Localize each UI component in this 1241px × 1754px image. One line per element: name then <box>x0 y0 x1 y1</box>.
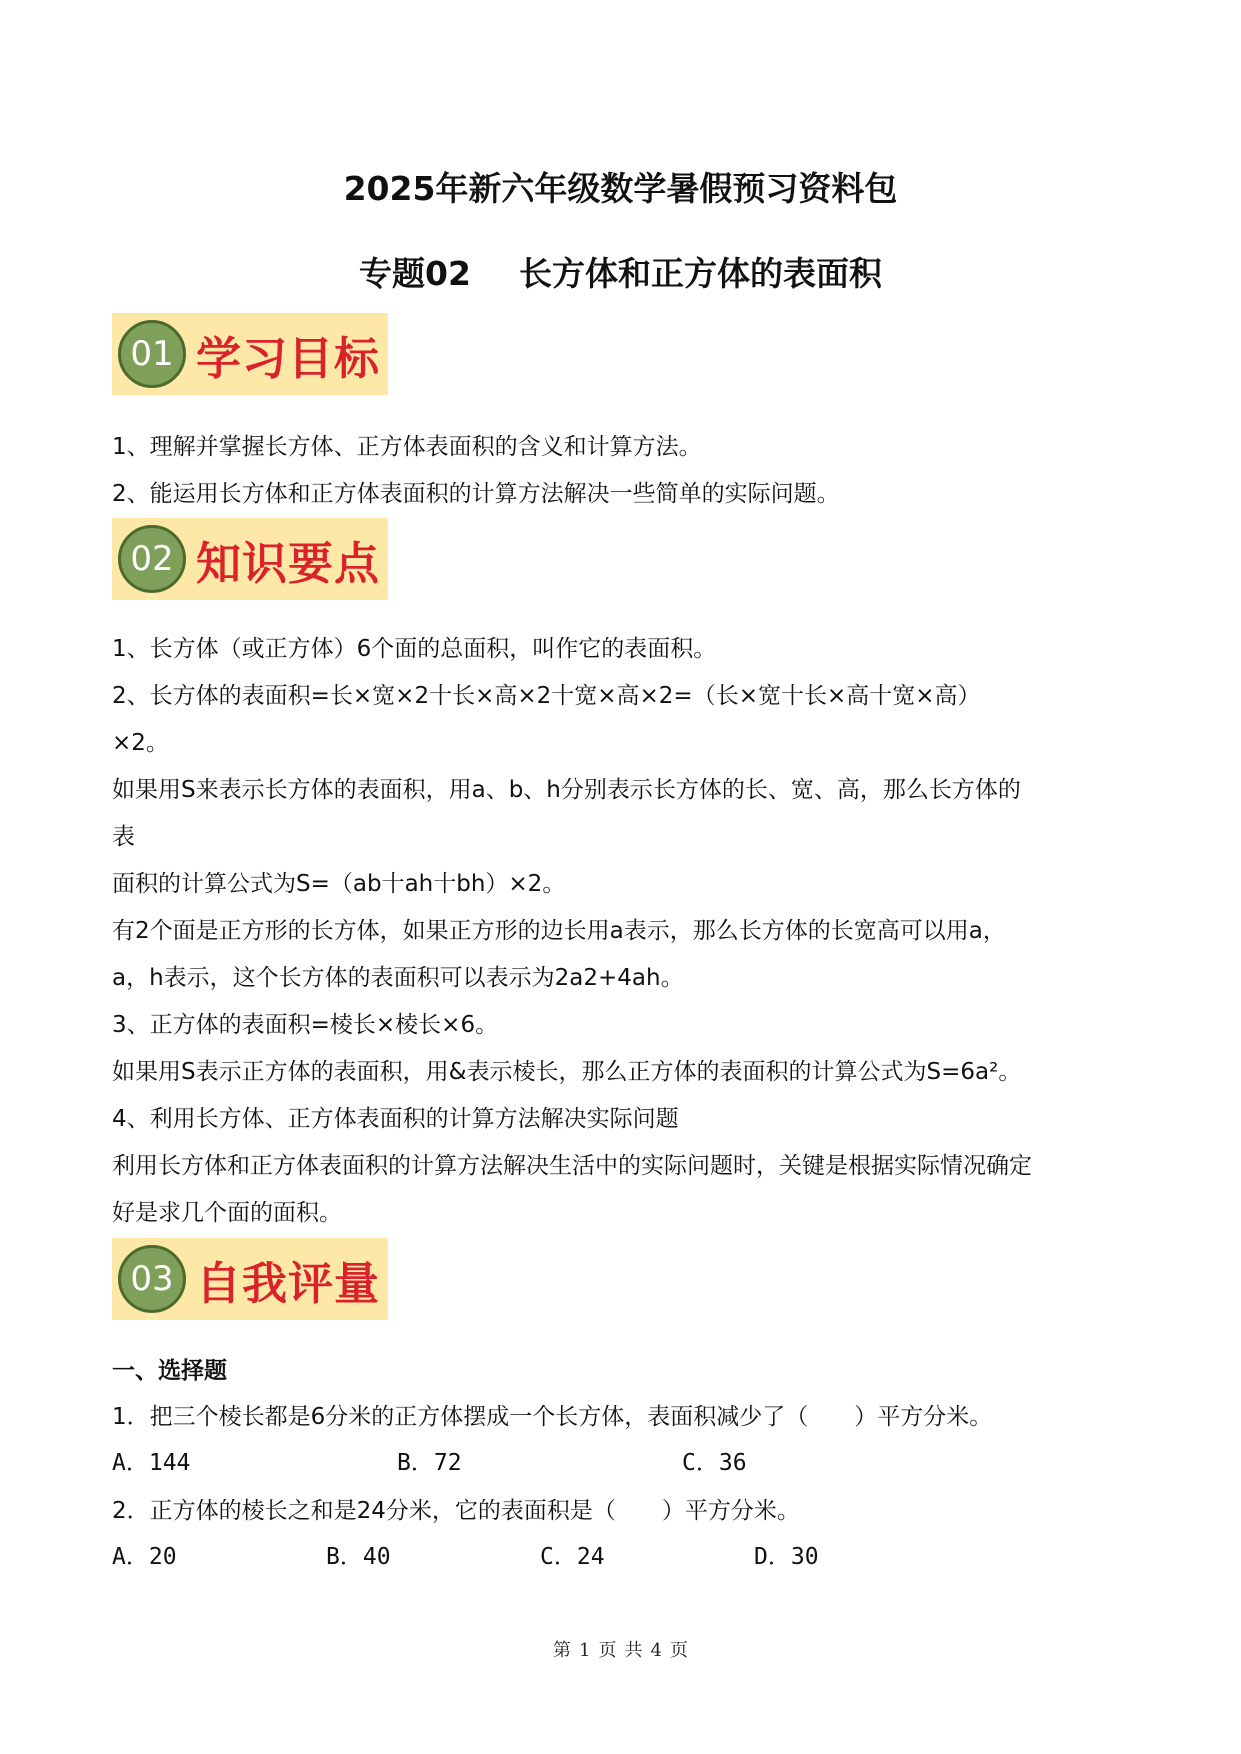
knowledge-line: 表 <box>112 824 135 850</box>
knowledge-line: 4、利用长方体、正方体表面积的计算方法解决实际问题 <box>112 1106 679 1132</box>
knowledge-line: ×2。 <box>112 730 169 756</box>
section-banner-objectives <box>112 313 388 395</box>
knowledge-line: 1、长方体（或正方体）6个面的总面积，叫作它的表面积。 <box>112 636 717 662</box>
knowledge-line: 如果用S来表示长方体的表面积，用a、b、h分别表示长方体的长、宽、高，那么长方体的 <box>112 777 1021 803</box>
section-banner-knowledge <box>112 518 388 600</box>
answer-option: A．144 <box>112 1450 191 1476</box>
section-number-badge: 01 <box>118 320 186 388</box>
footer-label: 共 <box>624 1640 643 1661</box>
section-title: 自我评量 <box>196 1256 381 1310</box>
objective-line: 1、理解并掌握长方体、正方体表面积的含义和计算方法。 <box>112 434 702 460</box>
section-number-badge: 02 <box>118 525 186 593</box>
answer-option: C．36 <box>682 1450 747 1476</box>
knowledge-line: a，h表示，这个长方体的表面积可以表示为2a2+4ah。 <box>112 965 684 991</box>
knowledge-line: 面积的计算公式为S=（ab十ah十bh）×2。 <box>112 871 566 897</box>
objective-line: 2、能运用长方体和正方体表面积的计算方法解决一些简单的实际问题。 <box>112 481 840 507</box>
knowledge-line: 利用长方体和正方体表面积的计算方法解决生活中的实际问题时，关键是根据实际情况确定 <box>112 1153 1032 1179</box>
question-text: 2．正方体的棱长之和是24分米，它的表面积是（ ）平方分米。 <box>112 1498 800 1524</box>
knowledge-line: 好是求几个面的面积。 <box>112 1200 342 1226</box>
knowledge-line: 2、长方体的表面积=长×宽×2十长×高×2十宽×高×2=（长×宽十长×高十宽×高） <box>112 683 981 709</box>
page-total: 4 <box>650 1640 662 1661</box>
section-number-badge: 03 <box>118 1245 186 1313</box>
section-title: 学习目标 <box>196 331 381 385</box>
page-number: 1 <box>579 1640 591 1661</box>
document-subtitle <box>0 248 1241 295</box>
document-title: 2025年新六年级数学暑假预习资料包 <box>343 169 898 208</box>
footer-label: 页 <box>669 1640 688 1661</box>
section-banner-self-assessment <box>112 1238 388 1320</box>
answer-option: A．20 <box>112 1544 177 1570</box>
question-text: 1．把三个棱长都是6分米的正方体摆成一个长方体，表面积减少了（ ）平方分米。 <box>112 1404 993 1430</box>
quiz-heading: 一、选择题 <box>112 1358 227 1384</box>
footer-label: 第 <box>553 1640 572 1661</box>
answer-option: D．30 <box>754 1544 819 1570</box>
knowledge-line: 3、正方体的表面积=棱长×棱长×6。 <box>112 1012 499 1038</box>
page-footer <box>0 1636 1241 1662</box>
section-title: 知识要点 <box>196 536 381 590</box>
answer-option: C．24 <box>540 1544 605 1570</box>
answer-option: B．72 <box>397 1450 462 1476</box>
topic-name: 长方体和正方体的表面积 <box>518 254 882 293</box>
answer-option: B．40 <box>326 1544 391 1570</box>
knowledge-line: 有2个面是正方形的长方体，如果正方形的边长用a表示，那么长方体的长宽高可以用a， <box>112 918 1006 944</box>
topic-number: 专题02 <box>359 254 471 293</box>
footer-label: 页 <box>598 1640 617 1661</box>
knowledge-line: 如果用S表示正方体的表面积，用&表示棱长，那么正方体的表面积的计算公式为S=6a²。 <box>112 1059 1022 1085</box>
